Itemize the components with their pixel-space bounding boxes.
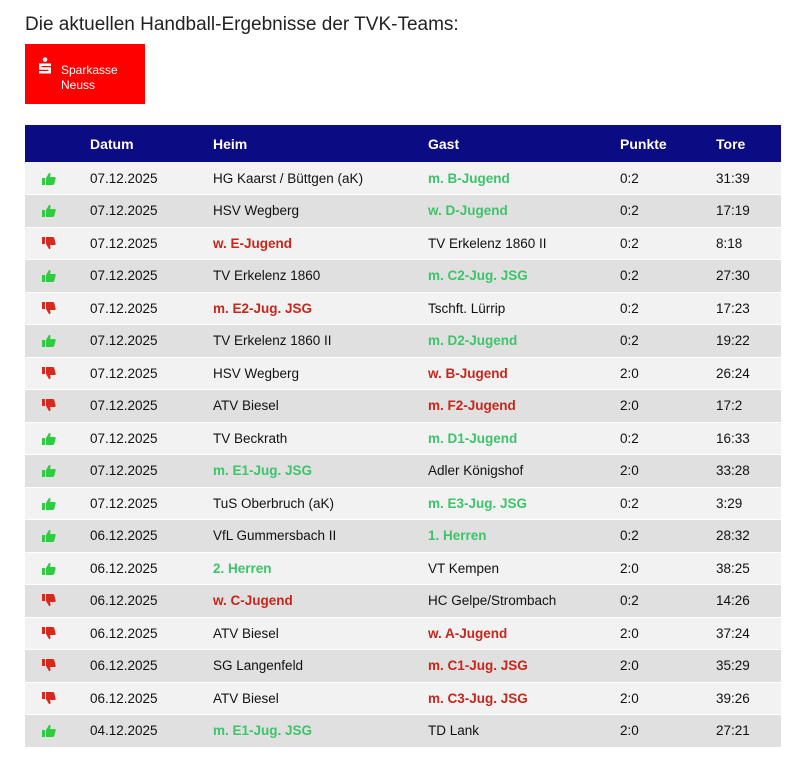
result-cell [25, 227, 90, 260]
match-points: 0:2 [620, 528, 639, 544]
match-goals: 39:26 [716, 690, 750, 706]
table-row [25, 617, 781, 650]
match-points: 0:2 [620, 268, 639, 284]
result-cell [25, 390, 90, 423]
match-points: 0:2 [620, 203, 639, 219]
match-date: 07.12.2025 [90, 365, 158, 381]
table-row [25, 650, 781, 683]
match-date: 07.12.2025 [90, 430, 158, 446]
page-title: Die aktuellen Handball-Ergebnisse der TVK-Teams: [25, 14, 459, 35]
header-icon [25, 125, 90, 162]
thumbs-up-icon [41, 172, 56, 185]
result-cell [25, 520, 90, 553]
match-date: 06.12.2025 [90, 560, 158, 576]
match-goals: 17:2 [716, 398, 743, 414]
table-row [25, 682, 781, 715]
match-date: 07.12.2025 [90, 463, 158, 479]
match-date: 04.12.2025 [90, 723, 158, 739]
thumbs-up-icon [41, 562, 56, 575]
guest-team[interactable]: m. C1-Jug. JSG [428, 658, 528, 674]
guest-team[interactable]: m. D1-Jugend [428, 430, 518, 446]
match-points: 0:2 [620, 430, 639, 446]
match-date: 06.12.2025 [90, 690, 158, 706]
match-goals: 16:33 [716, 430, 750, 446]
guest-team: Adler Königshof [428, 463, 524, 479]
thumbs-down-icon [41, 659, 56, 672]
match-goals: 19:22 [716, 333, 750, 349]
sparkasse-s-icon [37, 57, 53, 75]
match-goals: 38:25 [716, 560, 750, 576]
match-date: 06.12.2025 [90, 625, 158, 641]
match-goals: 28:32 [716, 528, 750, 544]
guest-team[interactable]: w. B-Jugend [428, 365, 508, 381]
home-team: ATV Biesel [213, 398, 279, 414]
result-cell [25, 682, 90, 715]
thumbs-down-icon [41, 627, 56, 640]
home-team[interactable]: 2. Herren [213, 560, 272, 576]
guest-team: TD Lank [428, 723, 480, 739]
match-date: 06.12.2025 [90, 528, 158, 544]
thumbs-up-icon [41, 334, 56, 347]
result-cell [25, 650, 90, 683]
match-points: 2:0 [620, 625, 639, 641]
table-row [25, 455, 781, 488]
thumbs-up-icon [41, 432, 56, 445]
home-team[interactable]: m. E2-Jug. JSG [213, 300, 313, 316]
thumbs-down-icon [41, 594, 56, 607]
header-home: Heim [213, 135, 248, 152]
guest-team: Tschft. Lürrip [428, 300, 506, 316]
header-goals: Tore [716, 135, 746, 152]
table-row [25, 227, 781, 260]
table-row [25, 195, 781, 228]
guest-team[interactable]: m. E3-Jug. JSG [428, 495, 528, 511]
guest-team: VT Kempen [428, 560, 500, 576]
thumbs-down-icon [41, 302, 56, 315]
match-points: 0:2 [620, 300, 639, 316]
match-date: 06.12.2025 [90, 658, 158, 674]
match-date: 07.12.2025 [90, 235, 158, 251]
table-row [25, 715, 781, 748]
thumbs-down-icon [41, 399, 56, 412]
home-team: HSV Wegberg [213, 203, 300, 219]
match-date: 07.12.2025 [90, 398, 158, 414]
match-points: 2:0 [620, 690, 639, 706]
match-points: 0:2 [620, 170, 639, 186]
result-cell [25, 195, 90, 228]
match-date: 07.12.2025 [90, 300, 158, 316]
table-row [25, 390, 781, 423]
result-cell [25, 292, 90, 325]
home-team: SG Langenfeld [213, 658, 304, 674]
result-cell [25, 487, 90, 520]
match-date: 06.12.2025 [90, 593, 158, 609]
sponsor-name-line1: Sparkasse [61, 63, 118, 77]
result-cell [25, 552, 90, 585]
home-team: TV Erkelenz 1860 [213, 268, 321, 284]
match-goals: 27:30 [716, 268, 750, 284]
match-goals: 26:24 [716, 365, 750, 381]
header-points: Punkte [620, 135, 667, 152]
thumbs-down-icon [41, 367, 56, 380]
match-points: 2:0 [620, 723, 639, 739]
guest-team[interactable]: m. D2-Jugend [428, 333, 518, 349]
table-row [25, 552, 781, 585]
match-points: 2:0 [620, 398, 639, 414]
thumbs-up-icon [41, 269, 56, 282]
match-points: 2:0 [620, 365, 639, 381]
home-team: ATV Biesel [213, 690, 279, 706]
result-cell [25, 455, 90, 488]
match-goals: 17:23 [716, 300, 750, 316]
match-goals: 31:39 [716, 170, 750, 186]
match-goals: 3:29 [716, 495, 743, 511]
match-date: 07.12.2025 [90, 203, 158, 219]
result-cell [25, 260, 90, 293]
match-date: 07.12.2025 [90, 333, 158, 349]
result-cell [25, 715, 90, 748]
table-row [25, 325, 781, 358]
table-row [25, 357, 781, 390]
guest-team[interactable]: m. F2-Jugend [428, 398, 516, 414]
guest-team[interactable]: m. C2-Jug. JSG [428, 268, 528, 284]
match-points: 2:0 [620, 463, 639, 479]
header-guest: Gast [428, 135, 460, 152]
match-goals: 33:28 [716, 463, 750, 479]
match-goals: 37:24 [716, 625, 750, 641]
thumbs-up-icon [41, 724, 56, 737]
home-team: ATV Biesel [213, 625, 279, 641]
thumbs-down-icon [41, 692, 56, 705]
table-row [25, 260, 781, 293]
home-team: TV Erkelenz 1860 II [213, 333, 332, 349]
result-cell [25, 162, 90, 195]
guest-team: TV Erkelenz 1860 II [428, 235, 547, 251]
home-team[interactable]: m. E1-Jug. JSG [213, 463, 313, 479]
guest-team[interactable]: m. C3-Jug. JSG [428, 690, 528, 706]
result-cell [25, 325, 90, 358]
home-team: TuS Oberbruch (aK) [213, 495, 335, 511]
home-team[interactable]: w. E-Jugend [213, 235, 293, 251]
thumbs-down-icon [41, 237, 56, 250]
sponsor-logo[interactable] [25, 44, 145, 104]
home-team: TV Beckrath [213, 430, 288, 446]
table-row [25, 292, 781, 325]
home-team[interactable]: w. C-Jugend [213, 593, 293, 609]
guest-team[interactable]: w. D-Jugend [428, 203, 508, 219]
match-points: 2:0 [620, 560, 639, 576]
match-goals: 35:29 [716, 658, 750, 674]
match-points: 0:2 [620, 593, 639, 609]
match-points: 0:2 [620, 495, 639, 511]
table-row [25, 162, 781, 195]
results-table [25, 125, 781, 748]
match-goals: 27:21 [716, 723, 750, 739]
guest-team: HC Gelpe/Strombach [428, 593, 557, 609]
result-cell [25, 422, 90, 455]
thumbs-up-icon [41, 497, 56, 510]
match-goals: 14:26 [716, 593, 750, 609]
result-cell [25, 357, 90, 390]
match-date: 07.12.2025 [90, 495, 158, 511]
table-row [25, 422, 781, 455]
match-goals: 17:19 [716, 203, 750, 219]
home-team: VfL Gummersbach II [213, 528, 337, 544]
guest-team[interactable]: 1. Herren [428, 528, 487, 544]
header-date: Datum [90, 135, 134, 152]
home-team[interactable]: m. E1-Jug. JSG [213, 723, 313, 739]
match-points: 0:2 [620, 235, 639, 251]
table-row [25, 585, 781, 618]
thumbs-up-icon [41, 464, 56, 477]
thumbs-up-icon [41, 529, 56, 542]
table-row [25, 487, 781, 520]
match-points: 0:2 [620, 333, 639, 349]
guest-team[interactable]: w. A-Jugend [428, 625, 508, 641]
results-table-header [25, 125, 781, 162]
match-goals: 8:18 [716, 235, 743, 251]
table-row [25, 520, 781, 553]
match-date: 07.12.2025 [90, 170, 158, 186]
result-cell [25, 617, 90, 650]
guest-team[interactable]: m. B-Jugend [428, 170, 510, 186]
home-team: HSV Wegberg [213, 365, 300, 381]
match-points: 2:0 [620, 658, 639, 674]
result-cell [25, 585, 90, 618]
thumbs-up-icon [41, 204, 56, 217]
sponsor-name-line2: Neuss [61, 78, 96, 92]
match-date: 07.12.2025 [90, 268, 158, 284]
home-team: HG Kaarst / Büttgen (aK) [213, 170, 364, 186]
